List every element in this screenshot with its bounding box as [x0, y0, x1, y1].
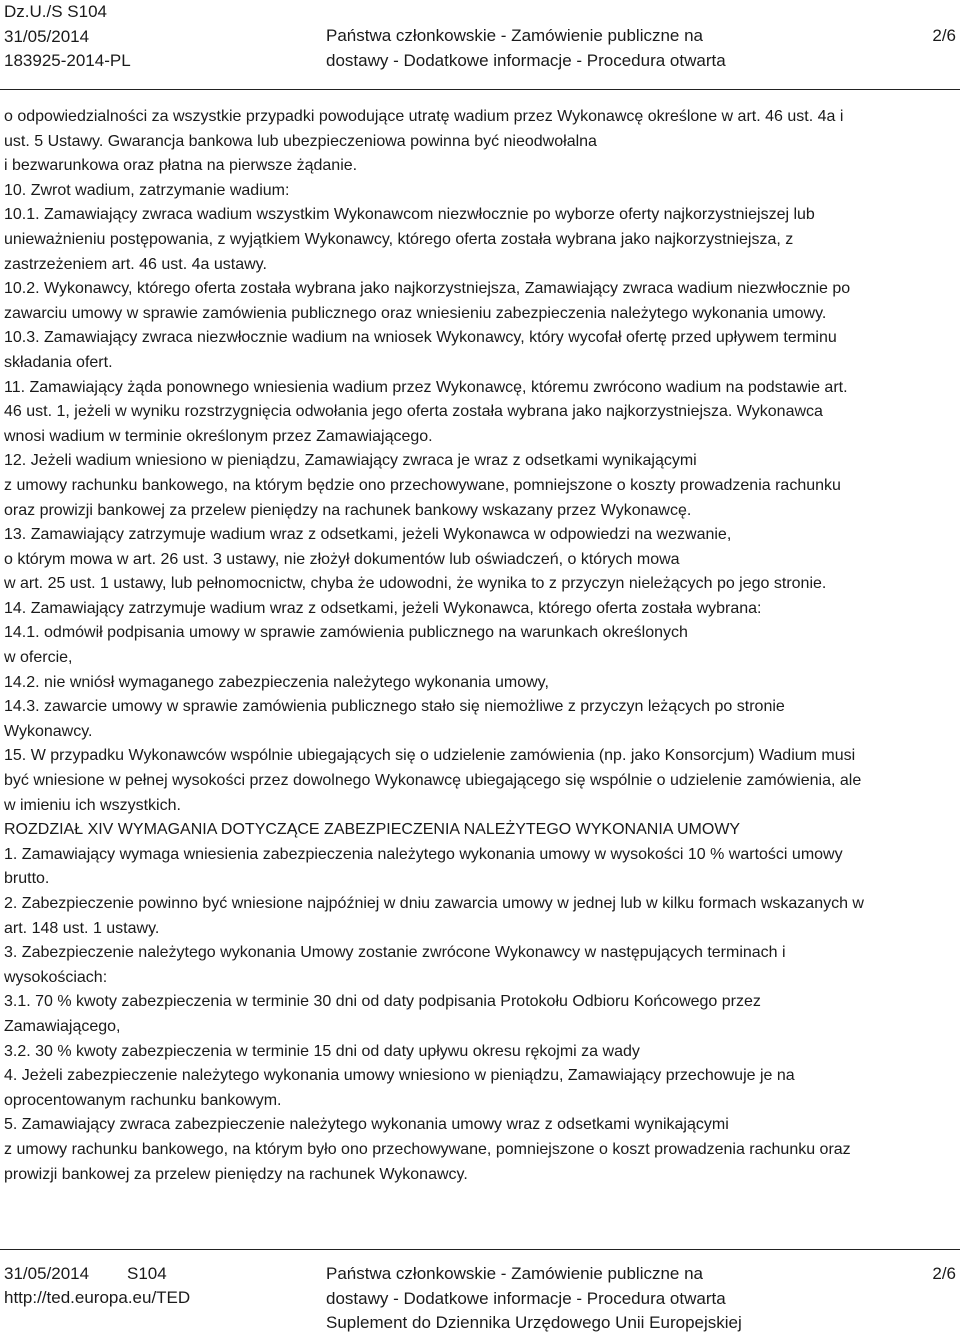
page-footer [0, 1262, 960, 1334]
body-line: Zamawiającego, [4, 1017, 121, 1035]
header-date: 31/05/2014 [4, 26, 90, 46]
body-line: 5. Zamawiający zwraca zabezpieczenie należytego wykonania umowy wraz z odsetkami wynikającymi [4, 1116, 729, 1134]
body-line: prowizji bankowej za przelew pieniędzy na rachunek Wykonawcy. [4, 1165, 468, 1183]
body-line: w ofercie, [4, 649, 73, 667]
body-line: być wniesione w pełnej wysokości przez dowolnego Wykonawcę ubiegającego się wspólnie o udzielenie zamówienia, ale [4, 772, 862, 790]
body-line: art. 148 ust. 1 ustawy. [4, 919, 160, 937]
body-line: o którym mowa w art. 26 ust. 3 ustawy, nie złożył dokumentów lub oświadczeń, o których mowa [4, 550, 680, 568]
body-line: 10. Zwrot wadium, zatrzymanie wadium: [4, 181, 290, 199]
body-line: w art. 25 ust. 1 ustawy, lub pełnomocnictw, chyba że udowodni, że wynika to z przyczyn nieleżących po jego stronie. [4, 575, 827, 593]
body-line: składania ofert. [4, 353, 113, 371]
body-line: 4. Jeżeli zabezpieczenie należytego wykonania umowy wniesiono w pieniądzu, Zamawiający przechowuje je na [4, 1067, 795, 1085]
body-line: 3.1. 70 % kwoty zabezpieczenia w terminie 30 dni od daty podpisania Protokołu Odbioru Końcowego przez [4, 993, 761, 1011]
body-line: o odpowiedzialności za wszystkie przypadki powodujące utratę wadium przez Wykonawcę określone w art. 46 ust. 4a i [4, 108, 844, 125]
body-line: unieważnieniu postępowania, z wyjątkiem Wykonawcy, którego oferta została wybrana jako najkorzystniejsza, z [4, 230, 794, 248]
body-line: 11. Zamawiający żąda ponownego wniesienia wadium przez Wykonawcę, któremu zwrócono wadium na podstawie art. [4, 378, 848, 396]
body-line: 46 ust. 1, jeżeli w wyniku rozstrzygnięcia odwołania jego oferta została wybrana jako najkorzystniejsza. Wykonawca [4, 403, 823, 421]
body-line: z umowy rachunku bankowego, na którym będzie ono przechowywane, pomniejszone o koszty prowadzenia rachunku [4, 476, 841, 494]
body-line: 10.1. Zamawiający zwraca wadium wszystkim Wykonawcom niezwłocznie po wyborze oferty najkorzystniejszej lub [4, 206, 815, 224]
header-journal: Dz.U./S S104 [4, 2, 107, 21]
body-line: ROZDZIAŁ XIV WYMAGANIA DOTYCZĄCE ZABEZPIECZENIA NALEŻYTEGO WYKONANIA UMOWY [4, 821, 741, 839]
body-line: z umowy rachunku bankowego, na którym było ono przechowywane, pomniejszone o koszt prowadzenia rachunku oraz [4, 1140, 851, 1158]
footer-code: S104 [127, 1264, 167, 1283]
footer-title [326, 1262, 742, 1336]
body-line: 3.2. 30 % kwoty zabezpieczenia w terminie 15 dni od daty upływu okresu rękojmi za wady [4, 1042, 640, 1060]
body-line: Wykonawcy. [4, 722, 93, 740]
body-line: wnosi wadium w terminie określonym przez Zamawiającego. [4, 427, 433, 445]
footer-title-line2: dostawy - Dodatkowe informacje - Procedura otwarta [326, 1288, 726, 1308]
body-line: w imieniu ich wszystkich. [4, 796, 181, 814]
footer-title-line1: Państwa członkowskie - Zamówienie publiczne na [326, 1264, 704, 1283]
footer-date: 31/05/2014 [4, 1264, 90, 1283]
body-line: brutto. [4, 870, 50, 888]
body-line: oraz prowizji bankowej za przelew pieniędzy na rachunek bankowy wskazany przez Wykonawcę. [4, 501, 692, 519]
body-line: oprocentowanym rachunku bankowym. [4, 1091, 282, 1109]
body-line: 15. W przypadku Wykonawców wspólnie ubiegających się o udzielenie zamówienia (np. jako Konsorcjum) Wadium musi [4, 747, 856, 765]
footer-divider [0, 1249, 960, 1250]
body-line: 14.2. nie wniósł wymaganego zabezpieczenia należytego wykonania umowy, [4, 673, 549, 691]
body-line: ust. 5 Ustawy. Gwarancja bankowa lub ubezpieczeniowa powinna być nieodwołalna [4, 132, 597, 150]
document-body [4, 105, 956, 1187]
header-left [4, 0, 131, 74]
body-line: 1. Zamawiający wymaga wniesienia zabezpieczenia należytego wykonania umowy w wysokości 10 % wartości umowy [4, 845, 843, 863]
body-line: 10.3. Zamawiający zwraca niezwłocznie wadium na wniosek Wykonawcy, który wycofał ofertę przed upływem terminu [4, 329, 837, 347]
body-line: 10.2. Wykonawcy, którego oferta została wybrana jako najkorzystniejsza, Zamawiający zwraca wadium niezwłocznie po [4, 280, 851, 298]
footer-page-number: 2/6 [932, 1264, 956, 1283]
footer-url: http://ted.europa.eu/TED [4, 1288, 191, 1307]
header-doc-id: 183925-2014-PL [4, 51, 131, 70]
header-title [326, 24, 726, 73]
body-line: 3. Zabezpieczenie należytego wykonania Umowy zostanie zwrócone Wykonawcy w następujących terminach i [4, 944, 786, 962]
body-line: zastrzeżeniem art. 46 ust. 4a ustawy. [4, 255, 267, 273]
body-line: zawarciu umowy w sprawie zamówienia publicznego oraz wniesieniu zabezpieczenia należytego wykonania umowy. [4, 304, 827, 322]
body-line: 13. Zamawiający zatrzymuje wadium wraz z odsetkami, jeżeli Wykonawca w odpowiedzi na wezwanie, [4, 526, 732, 544]
header-title-line1: Państwa członkowskie - Zamówienie publiczne na [326, 26, 704, 45]
header-divider [0, 89, 960, 90]
body-line: 14.3. zawarcie umowy w sprawie zamówienia publicznego stało się niemożliwe z przyczyn leżących po stronie [4, 698, 785, 716]
header-title-line2: dostawy - Dodatkowe informacje - Procedura otwarta [326, 50, 726, 70]
header-page-number: 2/6 [932, 26, 956, 45]
body-line: 14. Zamawiający zatrzymuje wadium wraz z odsetkami, jeżeli Wykonawca, którego oferta została wybrana: [4, 599, 762, 617]
body-line: 2. Zabezpieczenie powinno być wniesione najpóźniej w dniu zawarcia umowy w jednej lub w kilku formach wskazanych w [4, 895, 864, 912]
body-line: wysokościach: [4, 968, 108, 986]
body-line: 14.1. odmówił podpisania umowy w sprawie zamówienia publicznego na warunkach określonych [4, 624, 688, 642]
body-line: i bezwarunkowa oraz płatna na pierwsze żądanie. [4, 157, 358, 175]
footer-title-line3: Suplement do Dziennika Urzędowego Unii Europejskiej [326, 1313, 742, 1332]
page-header [0, 0, 960, 90]
body-line: 12. Jeżeli wadium wniesiono w pieniądzu, Zamawiający zwraca je wraz z odsetkami wynikającymi [4, 452, 697, 470]
